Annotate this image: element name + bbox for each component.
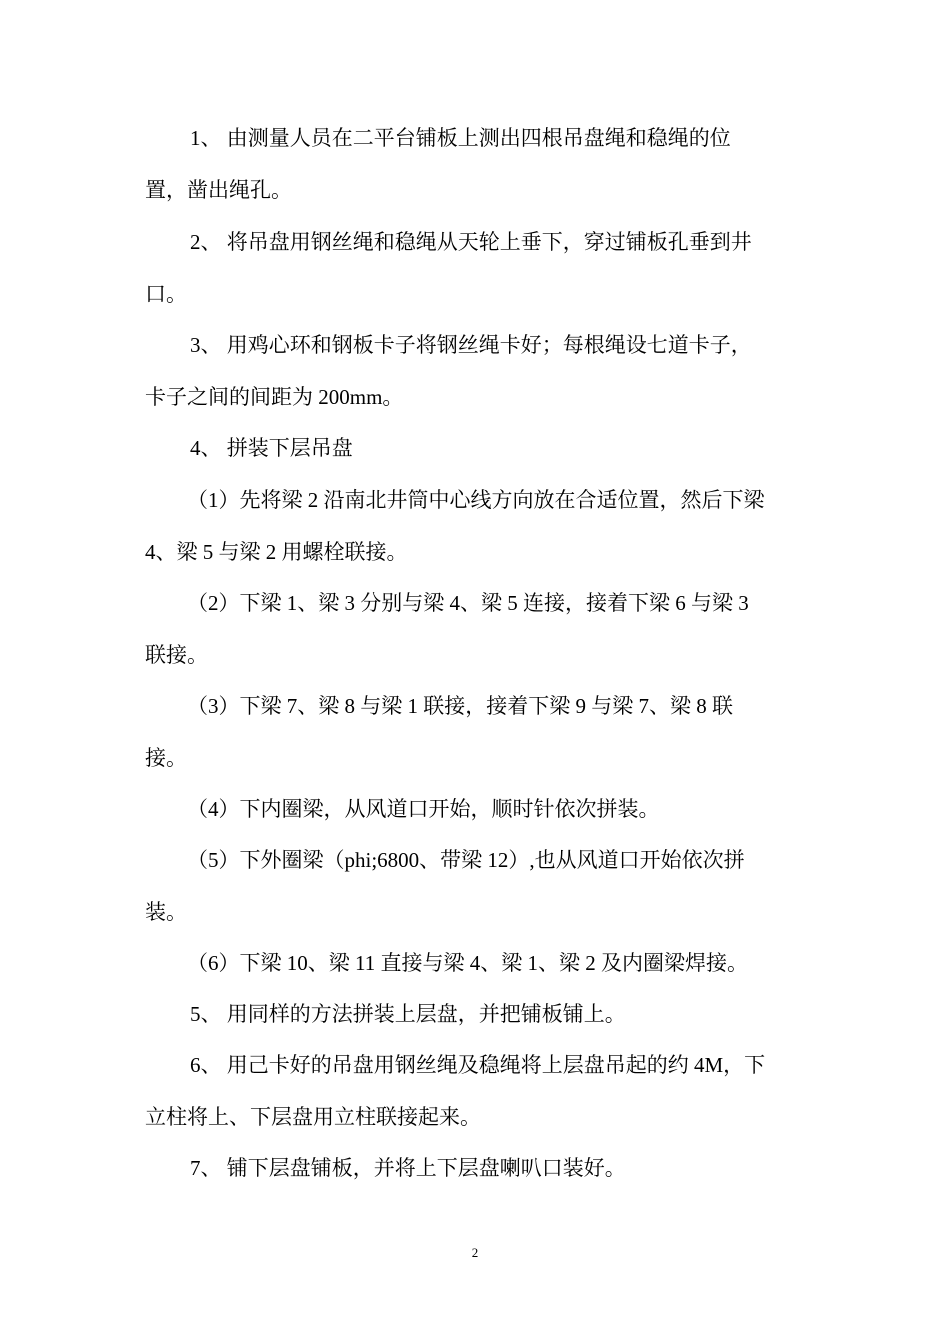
substep-3-line-1: （3）下梁 7、梁 8 与梁 1 联接，接着下梁 9 与梁 7、梁 8 联	[187, 694, 733, 718]
step-6-line-2: 立柱将上、下层盘用立柱联接起来。	[145, 1105, 481, 1129]
substep-4-line-1: （4）下内圈梁，从风道口开始，顺时针依次拼装。	[187, 797, 660, 821]
step-3-line-2: 卡子之间的间距为 200mm。	[145, 385, 404, 409]
substep-2-line-2: 联接。	[145, 643, 208, 667]
substep-1-line-1: （1）先将梁 2 沿南北井筒中心线方向放在合适位置，然后下梁	[187, 488, 765, 512]
substep-5-line-1: （5）下外圈梁（phi;6800、带梁 12）,也从风道口开始依次拼	[187, 848, 745, 872]
substep-3-line-2: 接。	[145, 746, 187, 770]
substep-2-line-1: （2）下梁 1、梁 3 分别与梁 4、梁 5 连接，接着下梁 6 与梁 3	[187, 591, 749, 615]
step-3-line-1: 3、 用鸡心环和钢板卡子将钢丝绳卡好；每根绳设七道卡子，	[190, 333, 752, 357]
substep-5-line-2: 装。	[145, 900, 187, 924]
step-5-line-1: 5、 用同样的方法拼装上层盘，并把铺板铺上。	[190, 1002, 626, 1026]
substep-6-line-1: （6）下梁 10、梁 11 直接与梁 4、梁 1、梁 2 及内圈梁焊接。	[187, 951, 748, 975]
step-1-line-2: 置，凿出绳孔。	[145, 178, 292, 202]
step-1-line-1: 1、 由测量人员在二平台铺板上测出四根吊盘绳和稳绳的位	[190, 126, 731, 150]
step-7-line-1: 7、 铺下层盘铺板，并将上下层盘喇叭口装好。	[190, 1156, 626, 1180]
step-2-line-2: 口。	[145, 282, 187, 306]
substep-1-line-2: 4、梁 5 与梁 2 用螺栓联接。	[145, 540, 408, 564]
step-6-line-1: 6、 用己卡好的吊盘用钢丝绳及稳绳将上层盘吊起的约 4M，下	[190, 1053, 766, 1077]
step-4-heading: 4、 拼装下层吊盘	[190, 436, 353, 460]
step-2-line-1: 2、 将吊盘用钢丝绳和稳绳从天轮上垂下，穿过铺板孔垂到井	[190, 230, 752, 254]
page-number: 2	[471, 1245, 479, 1260]
